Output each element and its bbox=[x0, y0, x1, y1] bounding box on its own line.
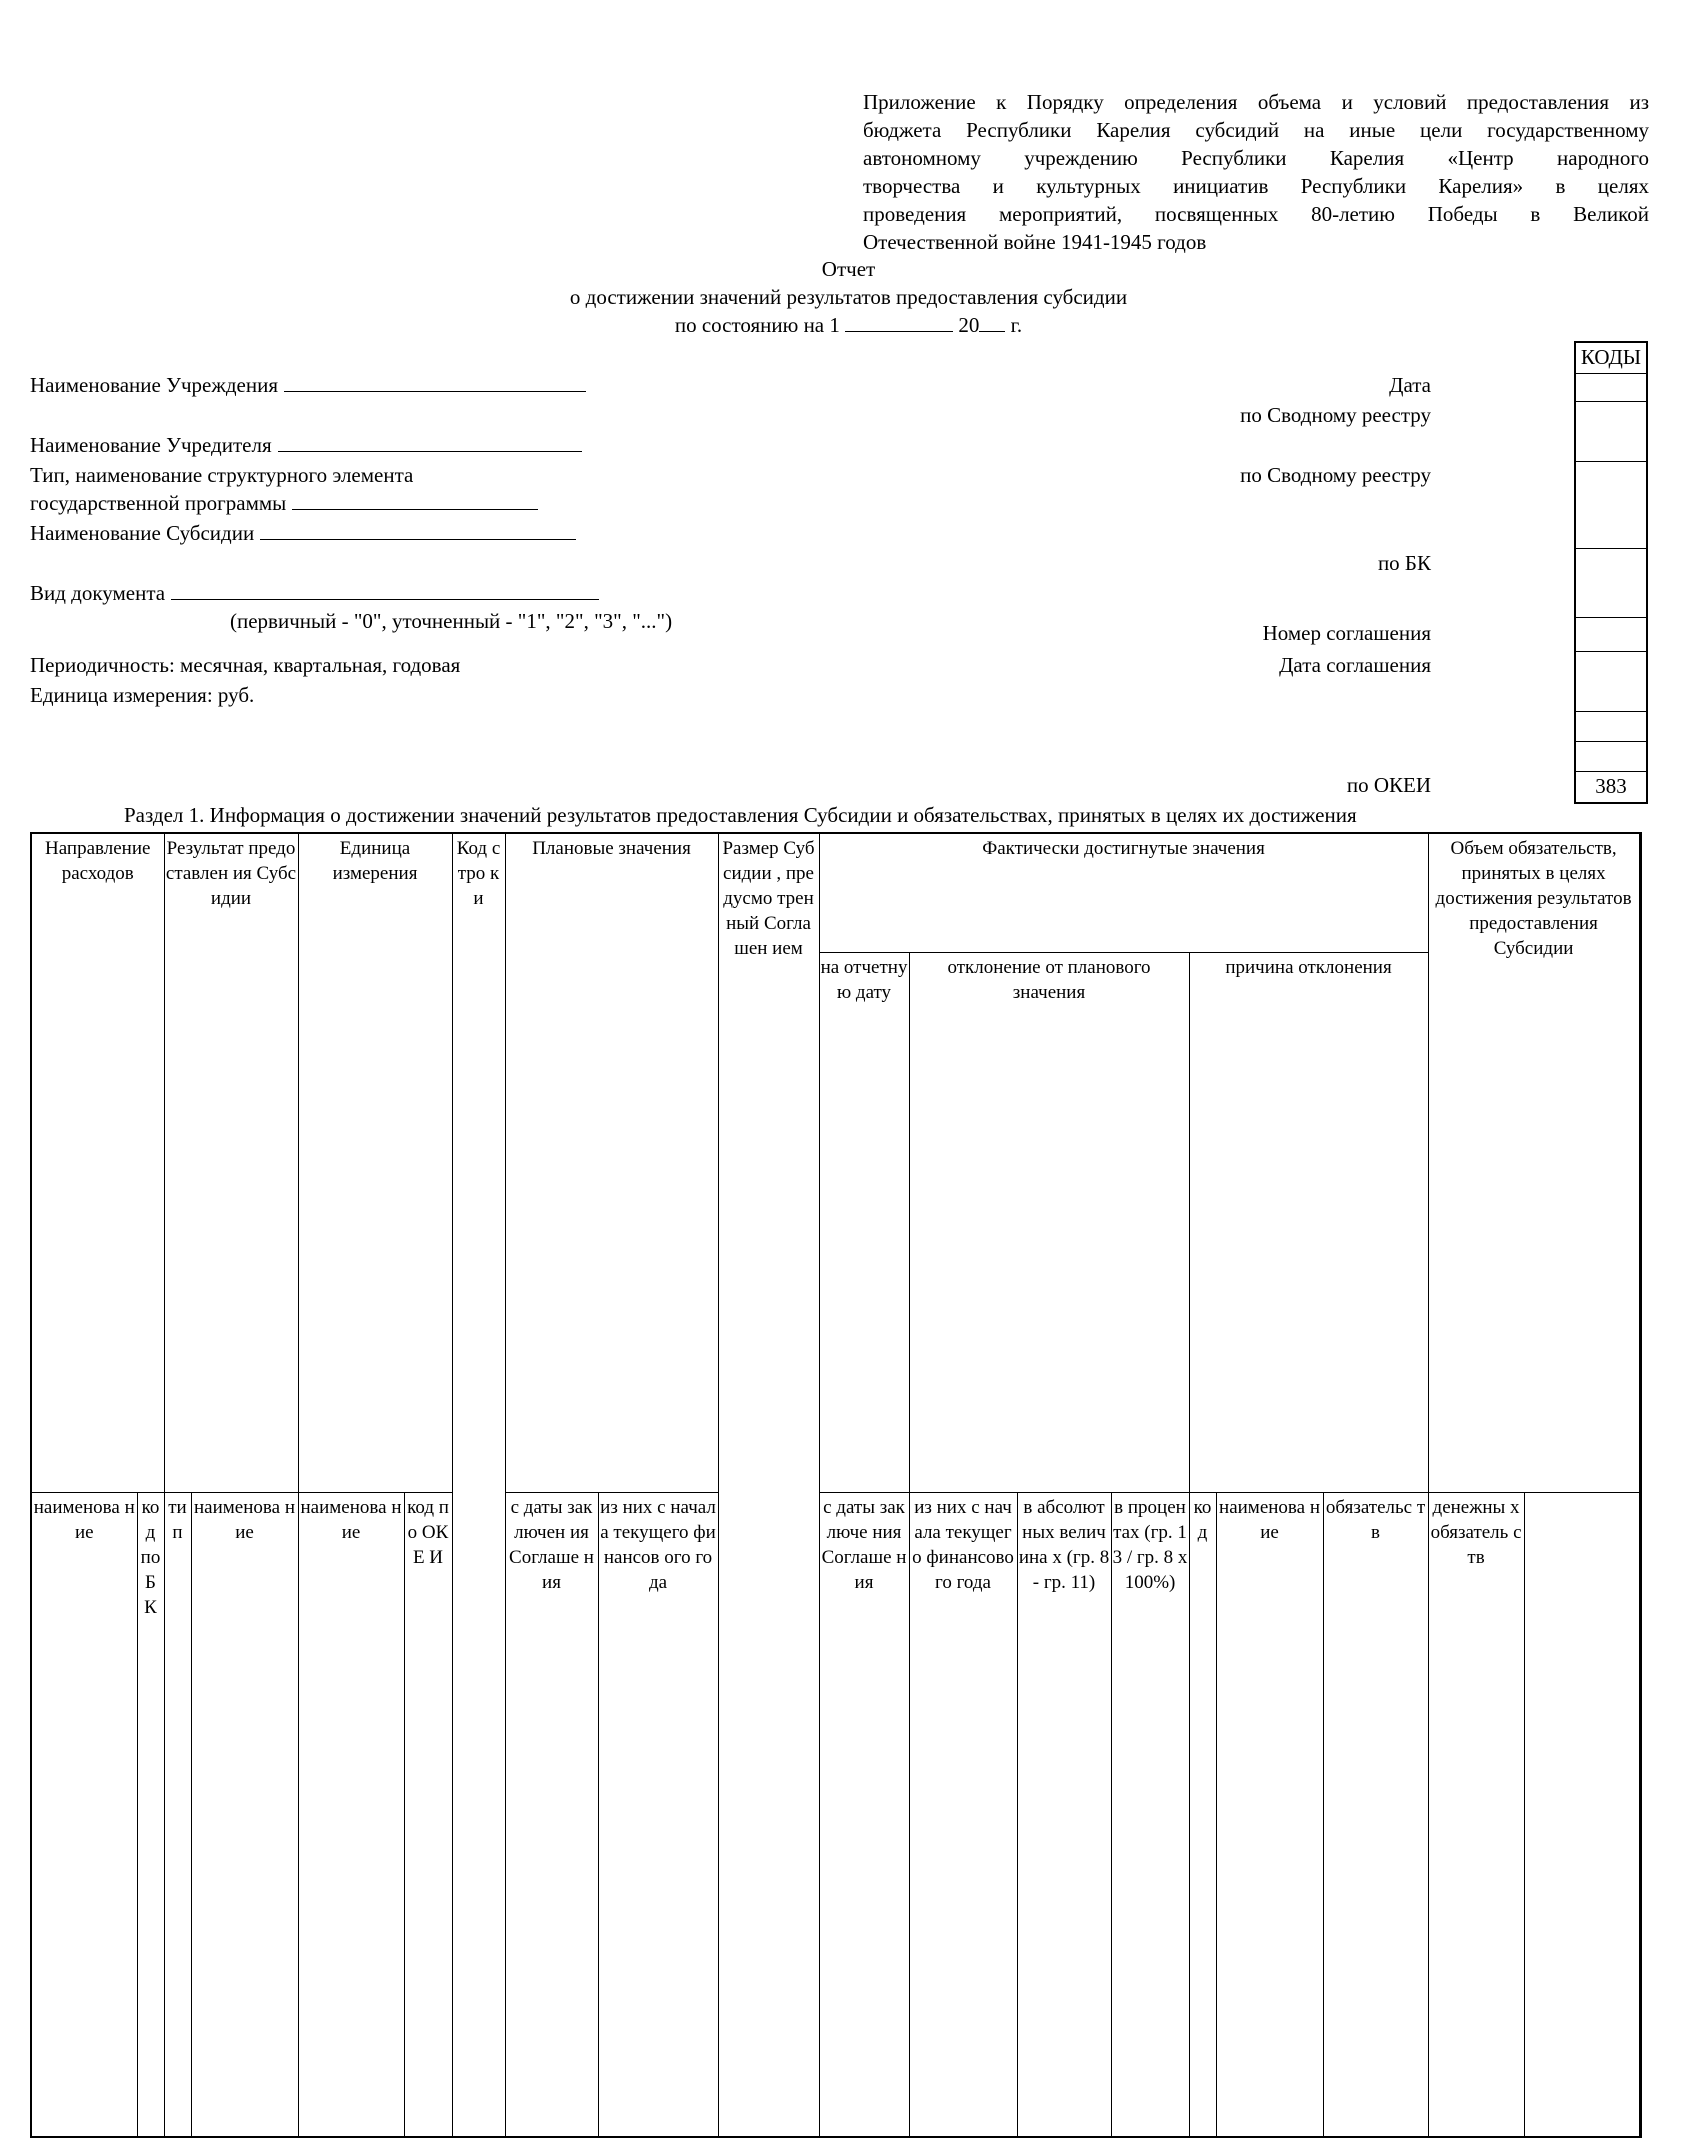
codes-box bbox=[1574, 341, 1648, 804]
appendix-block bbox=[863, 88, 1649, 256]
code-label-bk: по БК bbox=[1377, 551, 1431, 575]
report-date-line bbox=[0, 311, 1697, 339]
code-cell-registry-1[interactable] bbox=[1576, 402, 1646, 462]
code-cell-extra-1[interactable] bbox=[1576, 712, 1646, 742]
th-unused bbox=[1639, 833, 1641, 2137]
doc-type-hint: (первичный - "0", уточненный - "1", "2", "3", "...") bbox=[230, 609, 673, 633]
date-year-field[interactable] bbox=[979, 311, 1005, 332]
code-label-registry-1: по Сводному реестру bbox=[1240, 403, 1431, 427]
th-dev-abs: в абсолют ных величина х (гр. 8 - гр. 11) bbox=[1017, 1492, 1111, 2137]
th-unit-name: наименова ние bbox=[298, 1492, 404, 2137]
program-field[interactable] bbox=[292, 489, 538, 510]
institution-field[interactable] bbox=[284, 371, 586, 392]
appendix-line: творчества и культурных инициатив Республики Карелия» в целях bbox=[863, 174, 1649, 198]
th-subsidy-size: Размер Субсидии , предусмо тренный Соглашен ием bbox=[718, 833, 819, 2137]
code-label-date: Дата bbox=[1389, 373, 1431, 397]
founder-field[interactable] bbox=[278, 431, 582, 452]
founder-label: Наименование Учредителя bbox=[30, 433, 272, 457]
code-label-okei: по ОКЕИ bbox=[1346, 773, 1431, 797]
th-result: Результат предоставлен ия Субсидии bbox=[164, 833, 298, 1492]
th-res-name: наименова ние bbox=[191, 1492, 298, 2137]
th-reason-code: ко д bbox=[1189, 1492, 1216, 2137]
code-cell-date[interactable] bbox=[1576, 374, 1646, 402]
appendix-line: автономному учреждению Республики Карелия «Центр народного bbox=[863, 146, 1649, 170]
program-label-line1: Тип, наименование структурного элемента bbox=[30, 463, 414, 487]
th-actual-from-year: из них с начала текущего финансово го года bbox=[909, 1492, 1017, 2137]
date-year-prefix: 20 bbox=[958, 313, 980, 337]
code-cell-registry-2[interactable] bbox=[1576, 462, 1646, 549]
th-unit: Единица измерения bbox=[298, 833, 452, 1492]
th-dir-name: наименова ние bbox=[31, 1492, 137, 2137]
th-actual-on-date: на отчетну ю дату bbox=[819, 952, 909, 1492]
th-obl-obligations: обязательс тв bbox=[1323, 1492, 1428, 2137]
unit-of-measure: Единица измерения: руб. bbox=[30, 683, 255, 707]
appendix-line: Приложение к Порядку определения объема и условий предоставления из bbox=[863, 90, 1649, 114]
th-planned: Плановые значения bbox=[505, 833, 718, 1492]
code-cell-extra-2[interactable] bbox=[1576, 742, 1646, 772]
appendix-line: Отечественной войне 1941-1945 годов bbox=[863, 230, 1207, 254]
code-label-agreement-number: Номер соглашения bbox=[1262, 621, 1431, 645]
date-prefix: по состоянию на 1 bbox=[674, 313, 840, 337]
section-title: Раздел 1. Информация о достижении значений результатов предоставления Субсидии и обязательствах, принятых в целях их достижения bbox=[124, 803, 1357, 827]
date-suffix: г. bbox=[1010, 313, 1023, 337]
th-direction: Направление расходов bbox=[31, 833, 164, 1492]
th-actual: Фактически достигнутые значения bbox=[819, 833, 1428, 952]
program-row bbox=[30, 489, 538, 517]
th-reason: причина отклонения bbox=[1189, 952, 1428, 1492]
th-dev-pct: в процен тах (гр. 13 / гр. 8 x 100%) bbox=[1111, 1492, 1189, 2137]
founder-row bbox=[30, 431, 582, 459]
th-row-code: Код стро ки bbox=[452, 833, 505, 2137]
th-obligations: Объем обязательств, принятых в целях достижения результатов предоставления Субсидии bbox=[1428, 833, 1639, 1492]
subsidy-field[interactable] bbox=[260, 519, 576, 540]
institution-label: Наименование Учреждения bbox=[30, 373, 278, 397]
appendix-line: бюджета Республики Карелия субсидий на иные цели государственному bbox=[863, 118, 1649, 142]
th-planned-from-date: с даты заключен ия Соглаше ния bbox=[505, 1492, 598, 2137]
report-subtitle: о достижении значений результатов предоставления субсидии bbox=[569, 285, 1128, 309]
code-cell-agreement-number[interactable] bbox=[1576, 618, 1646, 652]
doc-type-row bbox=[30, 579, 599, 607]
subsidy-label: Наименование Субсидии bbox=[30, 521, 255, 545]
code-label-agreement-date: Дата соглашения bbox=[1279, 653, 1431, 677]
results-table bbox=[30, 832, 1642, 2138]
code-label-registry-2: по Сводному реестру bbox=[1240, 463, 1431, 487]
periodicity: Периодичность: месячная, квартальная, годовая bbox=[30, 653, 461, 677]
code-cell-okei: 383 bbox=[1595, 774, 1627, 798]
doc-type-field[interactable] bbox=[171, 579, 599, 600]
subsidy-row bbox=[30, 519, 576, 547]
th-planned-from-year: из них с начала текущего финансов ого года bbox=[598, 1492, 718, 2137]
appendix-line: проведения мероприятий, посвященных 80-летию Победы в Великой bbox=[863, 202, 1649, 226]
codes-header: КОДЫ bbox=[1576, 343, 1646, 374]
report-title: Отчет bbox=[821, 257, 876, 281]
th-res-type: ти п bbox=[164, 1492, 191, 2137]
code-cell-bk[interactable] bbox=[1576, 549, 1646, 618]
program-label-line2: государственной программы bbox=[30, 491, 287, 515]
th-actual-from-date: с даты заключе ния Соглаше ния bbox=[819, 1492, 909, 2137]
date-month-field[interactable] bbox=[845, 311, 953, 332]
doc-type-label: Вид документа bbox=[30, 581, 166, 605]
code-cell-agreement-date[interactable] bbox=[1576, 652, 1646, 712]
th-obl-money: денежны х обязатель ств bbox=[1428, 1492, 1524, 2137]
institution-row bbox=[30, 371, 586, 399]
th-unit-code: код по ОКЕ И bbox=[404, 1492, 452, 2137]
th-deviation: отклонение от планового значения bbox=[909, 952, 1189, 1492]
th-dir-code: ко д по Б К bbox=[137, 1492, 164, 2137]
th-reason-name: наименова ние bbox=[1216, 1492, 1323, 2137]
